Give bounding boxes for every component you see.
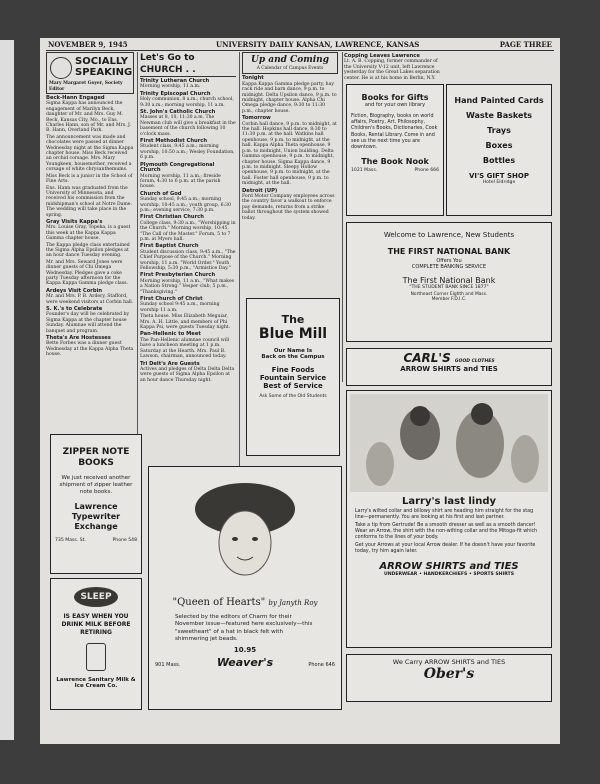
weavers-logo: Weaver's bbox=[216, 655, 274, 669]
book-nook-sub: and for your own library bbox=[364, 102, 426, 108]
gift-item: Waste Baskets bbox=[465, 111, 533, 120]
society-text: The announcement was made and chocolates were passed at dinner Wednesday night at the Sigma Kappa chapter house. Miss Beck received an orchid corsage. Mrs. Mary Youngkeen, housemother, received a corsage of white chrysanthemums. bbox=[46, 134, 134, 173]
blue-mill-fountain: Fountain Service bbox=[259, 374, 327, 382]
copping-headline: Copping Leaves Lawrence bbox=[344, 53, 420, 59]
church-text: College class, 9:30 a.m., "Worshipping in the Church." Morning worship, 10:45, "The Call of the Master." Forum, 5 to 7 p.m. at Myers hall. bbox=[140, 220, 236, 242]
events-title: Up and Coming bbox=[250, 55, 330, 65]
events-headline: Detroit (UP) bbox=[242, 187, 278, 194]
bank-name: THE FIRST NATIONAL BANK bbox=[387, 247, 511, 256]
newspaper-page bbox=[40, 38, 560, 744]
gift-shop-name: VI'S GIFT SHOP bbox=[469, 172, 529, 180]
blue-mill-service: Best of Service bbox=[263, 382, 323, 390]
events-column bbox=[242, 52, 338, 300]
gift-item: Hand Painted Cards bbox=[454, 96, 544, 105]
church-text: Student discussion class, 9:45 a.m., "The Chief Purpose of the Church." Morning worship, 11 a.m. "World Order." Youth Fellowship, 5:30 p.m., "Armistice Day." bbox=[140, 249, 236, 271]
blue-mill-ask: Ask Some of the Old Students bbox=[259, 394, 327, 399]
events-text: Ford Motor Company employees across the country favor a walkout to enforce pay demands, returns from a strike ballot throughout the system showed today. bbox=[242, 193, 335, 221]
events-subtitle: A Calendar of Campus Events bbox=[256, 66, 324, 71]
sleep-text: IS EASY WHEN YOU DRINK MILK BEFORE RETIRING bbox=[61, 613, 131, 636]
church-headline: First Methodist Church bbox=[140, 138, 208, 145]
gift-item: Trays bbox=[487, 126, 511, 135]
society-text: The Kappa pledge class entertained the Sigma Alpha Epsilon pledges at an hour dance Tuesday evening. bbox=[46, 242, 130, 259]
church-headline: First Presbyterian Church bbox=[140, 272, 216, 279]
gift-shop-ad bbox=[446, 84, 552, 216]
zipper-store: Lawrence Typewriter Exchange bbox=[71, 502, 121, 531]
book-nook-ad bbox=[346, 84, 444, 216]
obers-line: We Carry ARROW SHIRTS and TIES bbox=[392, 658, 506, 666]
church-text: Morning worship, 11 a.m., "What makes a Nation Strong." Vesper club, 5 p.m., "Thanksgiving." bbox=[140, 278, 235, 295]
church-headline: Church of God bbox=[140, 190, 182, 197]
events-headline: Tomorrow bbox=[242, 115, 271, 122]
hat-description: Selected by the editors of Charm for their November issue—featured here exclusively—this "sweetheart" of a hat in black felt with shimmering jet beads. bbox=[175, 614, 313, 643]
church-headline: First Church of Christ bbox=[140, 296, 203, 303]
blue-mill-the: The bbox=[281, 313, 305, 326]
blue-mill-line-2: Back on the Campus bbox=[261, 354, 325, 360]
hat-designer: by Janyth Roy bbox=[268, 599, 318, 607]
book-nook-body: Fiction, Biography, books on world affairs, Poetry, Art, Philosophy, Children's Books, Dictionaries, Cook Books, Rental Library. Come in and see us the next time you are downtown. bbox=[351, 114, 438, 151]
gift-item: Bottles bbox=[482, 156, 516, 165]
bank-fdic: Member F.D.I.C. bbox=[431, 297, 467, 302]
zipper-body: We just received another shipment of zipper leather note books. bbox=[59, 475, 133, 495]
society-text: Ens. Hann was graduated from the University of Minnesota, and received his commission from the midshipman's school at Notre Dame. The wedding will take place in the spring. bbox=[46, 185, 132, 218]
book-nook-address: 1021 Mass. bbox=[351, 168, 378, 174]
church-items bbox=[140, 79, 236, 383]
adjacent-page-edge bbox=[0, 40, 14, 740]
milk-company: Lawrence Sanitary Milk & Ice Cream Co. bbox=[56, 677, 136, 689]
society-byline: Mary Margaret Goyer, Society Editor bbox=[49, 81, 123, 92]
church-text: Sunday school 9:45 a.m., morning worship 11 a.m. bbox=[140, 302, 220, 313]
society-headline: Ardeys Visit Corbin bbox=[46, 287, 103, 294]
church-text: Theta house. Miss Elizabeth Meguiar, Mrs. A. H. Little, and members of Phi Kappa Psi, were guests Tuesday night. bbox=[140, 314, 231, 331]
society-text: Mr. and Mrs. Seward Jones were dinner guests of Chi Omega Wednesday. Pledges gave a coke party Tuesday afternoon for the Kappa Kappa Gamma pledge class. bbox=[46, 259, 128, 287]
church-text: Morning worship, 11 a.m. bbox=[140, 84, 201, 90]
page-header bbox=[46, 40, 554, 51]
church-column bbox=[140, 52, 236, 467]
events-text: Kappa Kappa Gamma pledge party, hay rack ride and barn dance, 9 p.m. to midnight. Delta Upsilon dance, 9 p.m. to midnight, chapter house. Alpha Chi Omega pledge dance, 9:30 to 11:30 p.m., chapter house. bbox=[242, 81, 337, 114]
society-text: Founder's day will be celebrated by Sigma Kappa at the chapter house Sunday. Alumnae will attend the banquet and program. bbox=[46, 312, 130, 334]
society-headline: Theta's Are Hostesses bbox=[46, 335, 111, 342]
society-title-2: SPEAKING bbox=[75, 67, 133, 78]
events-items bbox=[242, 76, 338, 221]
arrow-brand: ARROW SHIRTS and TIES bbox=[379, 561, 519, 572]
church-text: Student class, 9:45 a.m.; morning worship, 10:50 a.m.; Wesley Foundation, 6 p.m. bbox=[140, 144, 235, 161]
couple-illustration-icon bbox=[50, 57, 72, 79]
society-items bbox=[46, 96, 134, 358]
church-text: Holy communion, 8 a.m.; church school, 9:30 a.m.; morning worship, 11 a.m. bbox=[140, 97, 234, 108]
sleep-word: SLEEP bbox=[74, 587, 118, 607]
zipper-phone: Phone 548 bbox=[112, 538, 137, 543]
gift-shop-address: Hotel Eldridge bbox=[482, 180, 516, 185]
church-text: Sunday school, 9:45 a.m.; morning worship, 10:45 a.m.; youth group, 6:30 p.m.; evening service, 7:30 p.m. bbox=[140, 197, 231, 213]
carls-sub: GOOD CLOTHES bbox=[454, 359, 495, 364]
blue-mill-name: Blue Mill bbox=[258, 326, 328, 342]
hat-title: "Queen of Hearts" bbox=[172, 597, 266, 608]
weavers-ad bbox=[148, 466, 342, 710]
weavers-address: 901 Mass. bbox=[155, 661, 181, 668]
church-headline: Pan-Hellenic to Meet bbox=[140, 331, 201, 338]
society-title-1: SOCIALLY bbox=[75, 56, 128, 67]
bank-service: COMPLETE BANKING SERVICE bbox=[411, 264, 487, 270]
carls-logo bbox=[347, 351, 551, 365]
masthead: UNIVERSITY DAILY KANSAN, LAWRENCE, KANSAS bbox=[216, 40, 420, 49]
bank-ad bbox=[346, 222, 552, 342]
book-nook-phone: Phone 666 bbox=[414, 168, 439, 174]
society-text: Bette Forbes was a dinner guest Wednesday at the Kappa Alpha Theta house. bbox=[46, 341, 134, 358]
milk-bottle-icon bbox=[86, 643, 106, 671]
bank-welcome: Welcome to Lawrence, New Students bbox=[383, 231, 515, 239]
gift-item: Boxes bbox=[485, 141, 513, 150]
society-headline: Gray Visits Kappa's bbox=[46, 218, 103, 225]
society-banner bbox=[46, 52, 134, 94]
bank-name-2: The First National Bank bbox=[402, 276, 496, 285]
hat-illustration bbox=[185, 473, 305, 593]
carls-line: ARROW SHIRTS and TIES bbox=[400, 365, 498, 373]
carls-ad bbox=[346, 348, 552, 386]
church-title: Let's Go to CHURCH . . bbox=[140, 52, 236, 77]
church-headline: First Baptist Church bbox=[140, 243, 199, 250]
society-column bbox=[46, 52, 134, 442]
book-nook-name: The Book Nook bbox=[361, 157, 429, 167]
arrow-ad bbox=[346, 390, 552, 648]
gift-items bbox=[447, 93, 551, 168]
church-text: Actives and pledges of Delta Delta Delta were guests of Sigma Alpha Epsilon at an hour dance Thursday night. bbox=[140, 366, 235, 383]
copping-text: Lt. A. B. Copping, former commander of the University V-12 unit, left Lawrence yesterday for the Great Lakes separation center. He is at his home in Berlin, N.Y. bbox=[344, 59, 440, 81]
events-headline: Tonight bbox=[242, 75, 264, 82]
church-headline: Plymouth Congregational Church bbox=[140, 161, 215, 174]
carls-name: CARL'S bbox=[403, 351, 451, 365]
page-number: PAGE THREE bbox=[499, 40, 552, 49]
book-nook-title: Books for Gifts bbox=[361, 93, 429, 102]
issue-date: NOVEMBER 9, 1945 bbox=[48, 40, 128, 49]
copping-article bbox=[344, 52, 440, 82]
church-headline: Trinity Lutheran Church bbox=[140, 78, 210, 84]
milk-ad bbox=[50, 578, 142, 710]
society-text: Miss Beck is a junior in the School of Fine Arts. bbox=[46, 173, 133, 185]
church-text: Morning worship, 11 a.m.; fireside forum, 4:30 to 6 p.m. at the parish house. bbox=[140, 173, 221, 190]
society-headline: S. K.'s to Celebrate bbox=[46, 306, 103, 313]
events-text: Corbin hall dance, 9 p.m. to midnight, at the hall. Hopkins hall dance, 8:30 to 11:30 p.m. at the hall. Watkins hall openhouse, 9 p.m. to midnight, at the hall. Kappa Alpha Theta openhouse, 9 p.m. to midnight, Union building. Delta Gamma openhouse, 9 p.m. to midnight, chapter house. Sigma Kappa dance, 9 p.m. to midnight. Sleepy Hollow openhouse, 9 p.m. to midnight, at the hall. Foster hall openhouse, 9 p.m. to midnight, at the hall. bbox=[242, 121, 337, 187]
zipper-ad bbox=[50, 434, 142, 574]
church-headline: Trinity Episcopal Church bbox=[140, 90, 211, 97]
hat-price: 10.95 bbox=[233, 645, 257, 654]
church-text: The Pan-Hellenic alumnae council will have a luncheon meeting at 1 p.m. Saturday at the Hearth. Mrs. Paul B. Lawson, chairman, announced today. bbox=[140, 337, 230, 360]
society-headline: Beck-Hann Engaged bbox=[46, 95, 105, 101]
bank-motto: "THE STUDENT BANK SINCE 1877" bbox=[409, 285, 489, 290]
church-text: Masses at 8, 10, 11:30 a.m. The Newman club will give a breakfast in the basement of the church following 10 o'clock mass. bbox=[140, 115, 236, 137]
bank-address: Northeast Corner Eighth and Mass. bbox=[410, 292, 488, 297]
arrow-headline: Larry's last lindy bbox=[401, 496, 497, 507]
arrow-paragraph-2: Take a tip from Gertrude! Be a smooth dresser as well as a smooth dancer! Wear an Arrow, the shirt with the non-wilting collar and the Mitoga-fit which conforms to the lines of your body. bbox=[355, 523, 538, 540]
bank-offers: Offers You bbox=[436, 258, 462, 264]
arrow-paragraph-1: Larry's wilted collar and billowy shirt are heading him straight for the stag line—permanently. You are looking at his first and last partner. bbox=[355, 509, 534, 520]
blue-mill-ad bbox=[246, 298, 340, 456]
zipper-address: 735 Mass. St. bbox=[55, 538, 86, 543]
dancing-couple-illustration bbox=[350, 394, 548, 492]
arrow-items: UNDERWEAR • HANDKERCHIEFS • SPORTS SHIRTS bbox=[383, 572, 515, 577]
blue-mill-food: Fine Foods bbox=[271, 366, 315, 374]
arrow-paragraph-3: Get your Arrows at your local Arrow dealer. If he doesn't have your favorite today, try him again later. bbox=[355, 543, 536, 554]
society-text: Mr. and Mrs. P. B. Ardery, Stafford, were weekend visitors at Corbin hall. bbox=[46, 294, 134, 305]
column-rule bbox=[239, 52, 240, 472]
blue-mill-line-1: Our Name Is bbox=[273, 348, 313, 354]
obers-logo: Ober's bbox=[423, 666, 475, 682]
obers-ad bbox=[346, 654, 552, 702]
weavers-phone: Phone 646 bbox=[308, 661, 335, 668]
church-headline: St. John's Catholic Church bbox=[140, 109, 216, 116]
column-rule bbox=[342, 52, 343, 382]
events-banner bbox=[242, 52, 338, 74]
church-headline: Tri Delt's Are Guests bbox=[140, 360, 200, 367]
zipper-title: ZIPPER NOTE BOOKS bbox=[62, 447, 130, 468]
society-text: Mrs. Louise Gray, Topeka, is a guest this week at the Kappa Kappa Gamma chapter house. bbox=[46, 225, 131, 242]
church-headline: First Christian Church bbox=[140, 214, 204, 221]
column-rule bbox=[137, 52, 138, 442]
society-text: Sigma Kappa has announced the engagement of Marilyn Beck, daughter of Mr. and Mrs. Guy M. Beck, Kansas City, Mo., to Ens. Charles Hann, son of Mr. and Mrs. J. B. Hann, Overland Park. bbox=[46, 101, 131, 134]
